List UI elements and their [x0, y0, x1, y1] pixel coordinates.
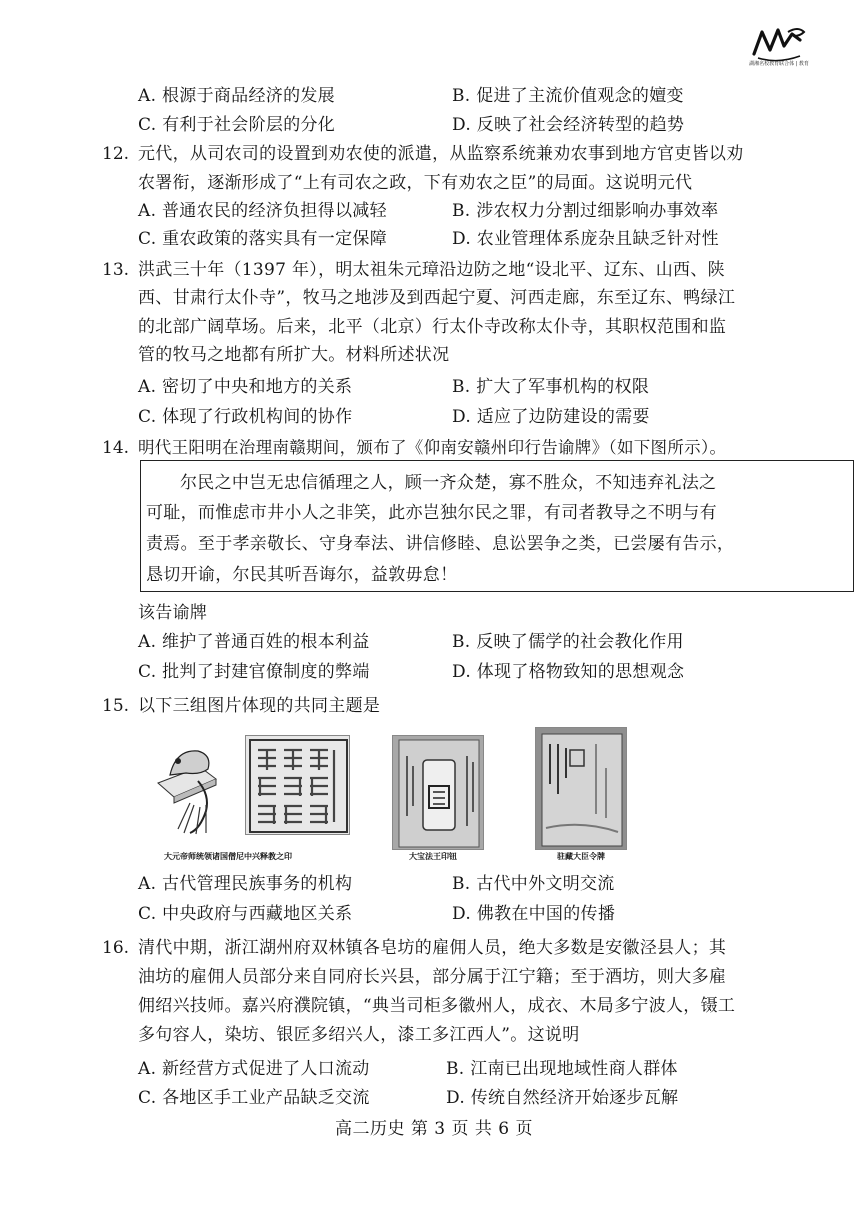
q11-option-c: C. 有利于社会阶层的分化 — [138, 115, 336, 135]
q11-option-b: B. 促进了主流价值观念的嬗变 — [452, 86, 684, 106]
q16-option-d: D. 传统自然经济开始逐步瓦解 — [446, 1088, 679, 1108]
q12-option-b: B. 涉农权力分割过细影响办事效率 — [452, 201, 719, 221]
caption-token: 驻藏大臣令牌 — [557, 852, 605, 861]
q12-stem-line-2: 农署衔，逐渐形成了“上有司农之政，下有劝农之臣”的局面。这说明元代 — [138, 173, 693, 193]
q14-number: 14. — [102, 438, 130, 458]
q15-option-a: A. 古代管理民族事务的机构 — [138, 874, 353, 894]
q12-option-a: A. 普通农民的经济负担得以减轻 — [138, 201, 387, 221]
q14-quote-line-3: 责焉。至于孝亲敬长、守身奉法、讲信修睦、息讼罢争之类，已尝屡有告示， — [146, 534, 735, 554]
seal-knob-drawing — [393, 736, 484, 850]
q16-option-c: C. 各地区手工业产品缺乏交流 — [138, 1088, 370, 1108]
q16-stem-line-4: 多句容人，染坊、银匠多绍兴人，漆工多江西人”。这说明 — [138, 1025, 580, 1045]
q14-quote-line-4: 恳切开谕，尔民其听吾诲尔，益敦毋怠！ — [146, 565, 458, 585]
caption-seal-imperial-preceptor: 大元帝师统领诸国僧尼中兴释教之印 — [164, 852, 292, 861]
q13-option-c: C. 体现了行政机构间的协作 — [138, 407, 353, 427]
logo-caption: 湖湘名校教育联合体 | 教育 — [749, 61, 809, 67]
q13-option-b: B. 扩大了军事机构的权限 — [452, 377, 650, 397]
q12-stem-line-1: 元代，从司农司的设置到劝农使的派遣，从监察系统兼劝农事到地方官吏皆以劝 — [138, 144, 744, 164]
seal-knob-image — [392, 735, 484, 850]
q14-stem: 明代王阳明在治理南赣期间，颁布了《仰南安赣州印行告谕牌》（如下图所示）。 — [138, 438, 727, 457]
q16-stem-line-3: 佣绍兴技师。嘉兴府濮院镇，“典当司柜多徽州人，成衣、木局多宁波人，镊工 — [138, 996, 736, 1016]
seal-impression-image — [245, 735, 350, 835]
caption-seal-knob: 大宝法王印钮 — [409, 852, 457, 861]
seal-with-tassel-image — [150, 735, 238, 835]
q11-option-a: A. 根源于商品经济的发展 — [138, 86, 335, 106]
token-plaque-drawing — [536, 728, 627, 850]
q13-stem-line-3: 的北部广阔草场。后来，北平（北京）行太仆寺改称太仆寺，其职权范围和监 — [138, 317, 727, 337]
q14-option-d: D. 体现了格物致知的思想观念 — [452, 662, 685, 682]
q13-option-d: D. 适应了边防建设的需要 — [452, 407, 650, 427]
q13-stem-line-2: 西、甘肃行太仆寺”，牧马之地涉及到西起宁夏、河西走廊，东至辽东、鸭绿江 — [138, 288, 736, 308]
seal-impression-pattern — [246, 736, 350, 835]
q11-option-d: D. 反映了社会经济转型的趋势 — [452, 115, 685, 135]
q14-option-b: B. 反映了儒学的社会教化作用 — [452, 632, 684, 652]
q16-option-a: A. 新经营方式促进了人口流动 — [138, 1059, 370, 1079]
q13-stem-line-1: 洪武三十年（1397 年），明太祖朱元璋沿边防之地“设北平、辽东、山西、陕 — [138, 260, 725, 280]
q14-option-a: A. 维护了普通百姓的根本利益 — [138, 632, 370, 652]
q14-quote-line-1: 尔民之中岂无忠信循理之人，顾一齐众楚，寡不胜众，不知违弃礼法之 — [180, 473, 717, 493]
q12-option-c: C. 重农政策的落实具有一定保障 — [138, 229, 388, 249]
page-footer: 高二历史 第 3 页 共 6 页 — [334, 1119, 534, 1139]
q16-number: 16. — [102, 938, 130, 958]
q12-option-d: D. 农业管理体系庞杂且缺乏针对性 — [452, 229, 719, 249]
q13-stem-line-4: 管的牧马之地都有所扩大。材料所述状况 — [138, 345, 450, 365]
q15-stem: 以下三组图片体现的共同主题是 — [138, 696, 381, 716]
token-plaque-image — [535, 727, 627, 850]
q16-stem-line-1: 清代中期，浙江湖州府双林镇各皂坊的雇佣人员，绝大多数是安徽泾县人；其 — [138, 938, 727, 958]
q14-option-c: C. 批判了封建官僚制度的弊端 — [138, 662, 370, 682]
q16-option-b: B. 江南已出现地域性商人群体 — [446, 1059, 678, 1079]
q15-option-b: B. 古代中外文明交流 — [452, 874, 615, 894]
q14-stem-tail: 该告谕牌 — [138, 603, 208, 623]
q15-option-d: D. 佛教在中国的传播 — [452, 904, 616, 924]
q14-quote-line-2: 可耻，而惟虑市井小人之非笑，此亦岂独尔民之罪，有司者教导之不明与有 — [146, 503, 717, 523]
q12-number: 12. — [102, 144, 130, 164]
q13-number: 13. — [102, 260, 130, 280]
q13-option-a: A. 密切了中央和地方的关系 — [138, 377, 353, 397]
q15-number: 15. — [102, 696, 130, 716]
q15-option-c: C. 中央政府与西藏地区关系 — [138, 904, 353, 924]
q16-stem-line-2: 油坊的雇佣人员部分来自同府长兴县，部分属于江宁籍；至于酒坊，则大多雇 — [138, 967, 727, 987]
